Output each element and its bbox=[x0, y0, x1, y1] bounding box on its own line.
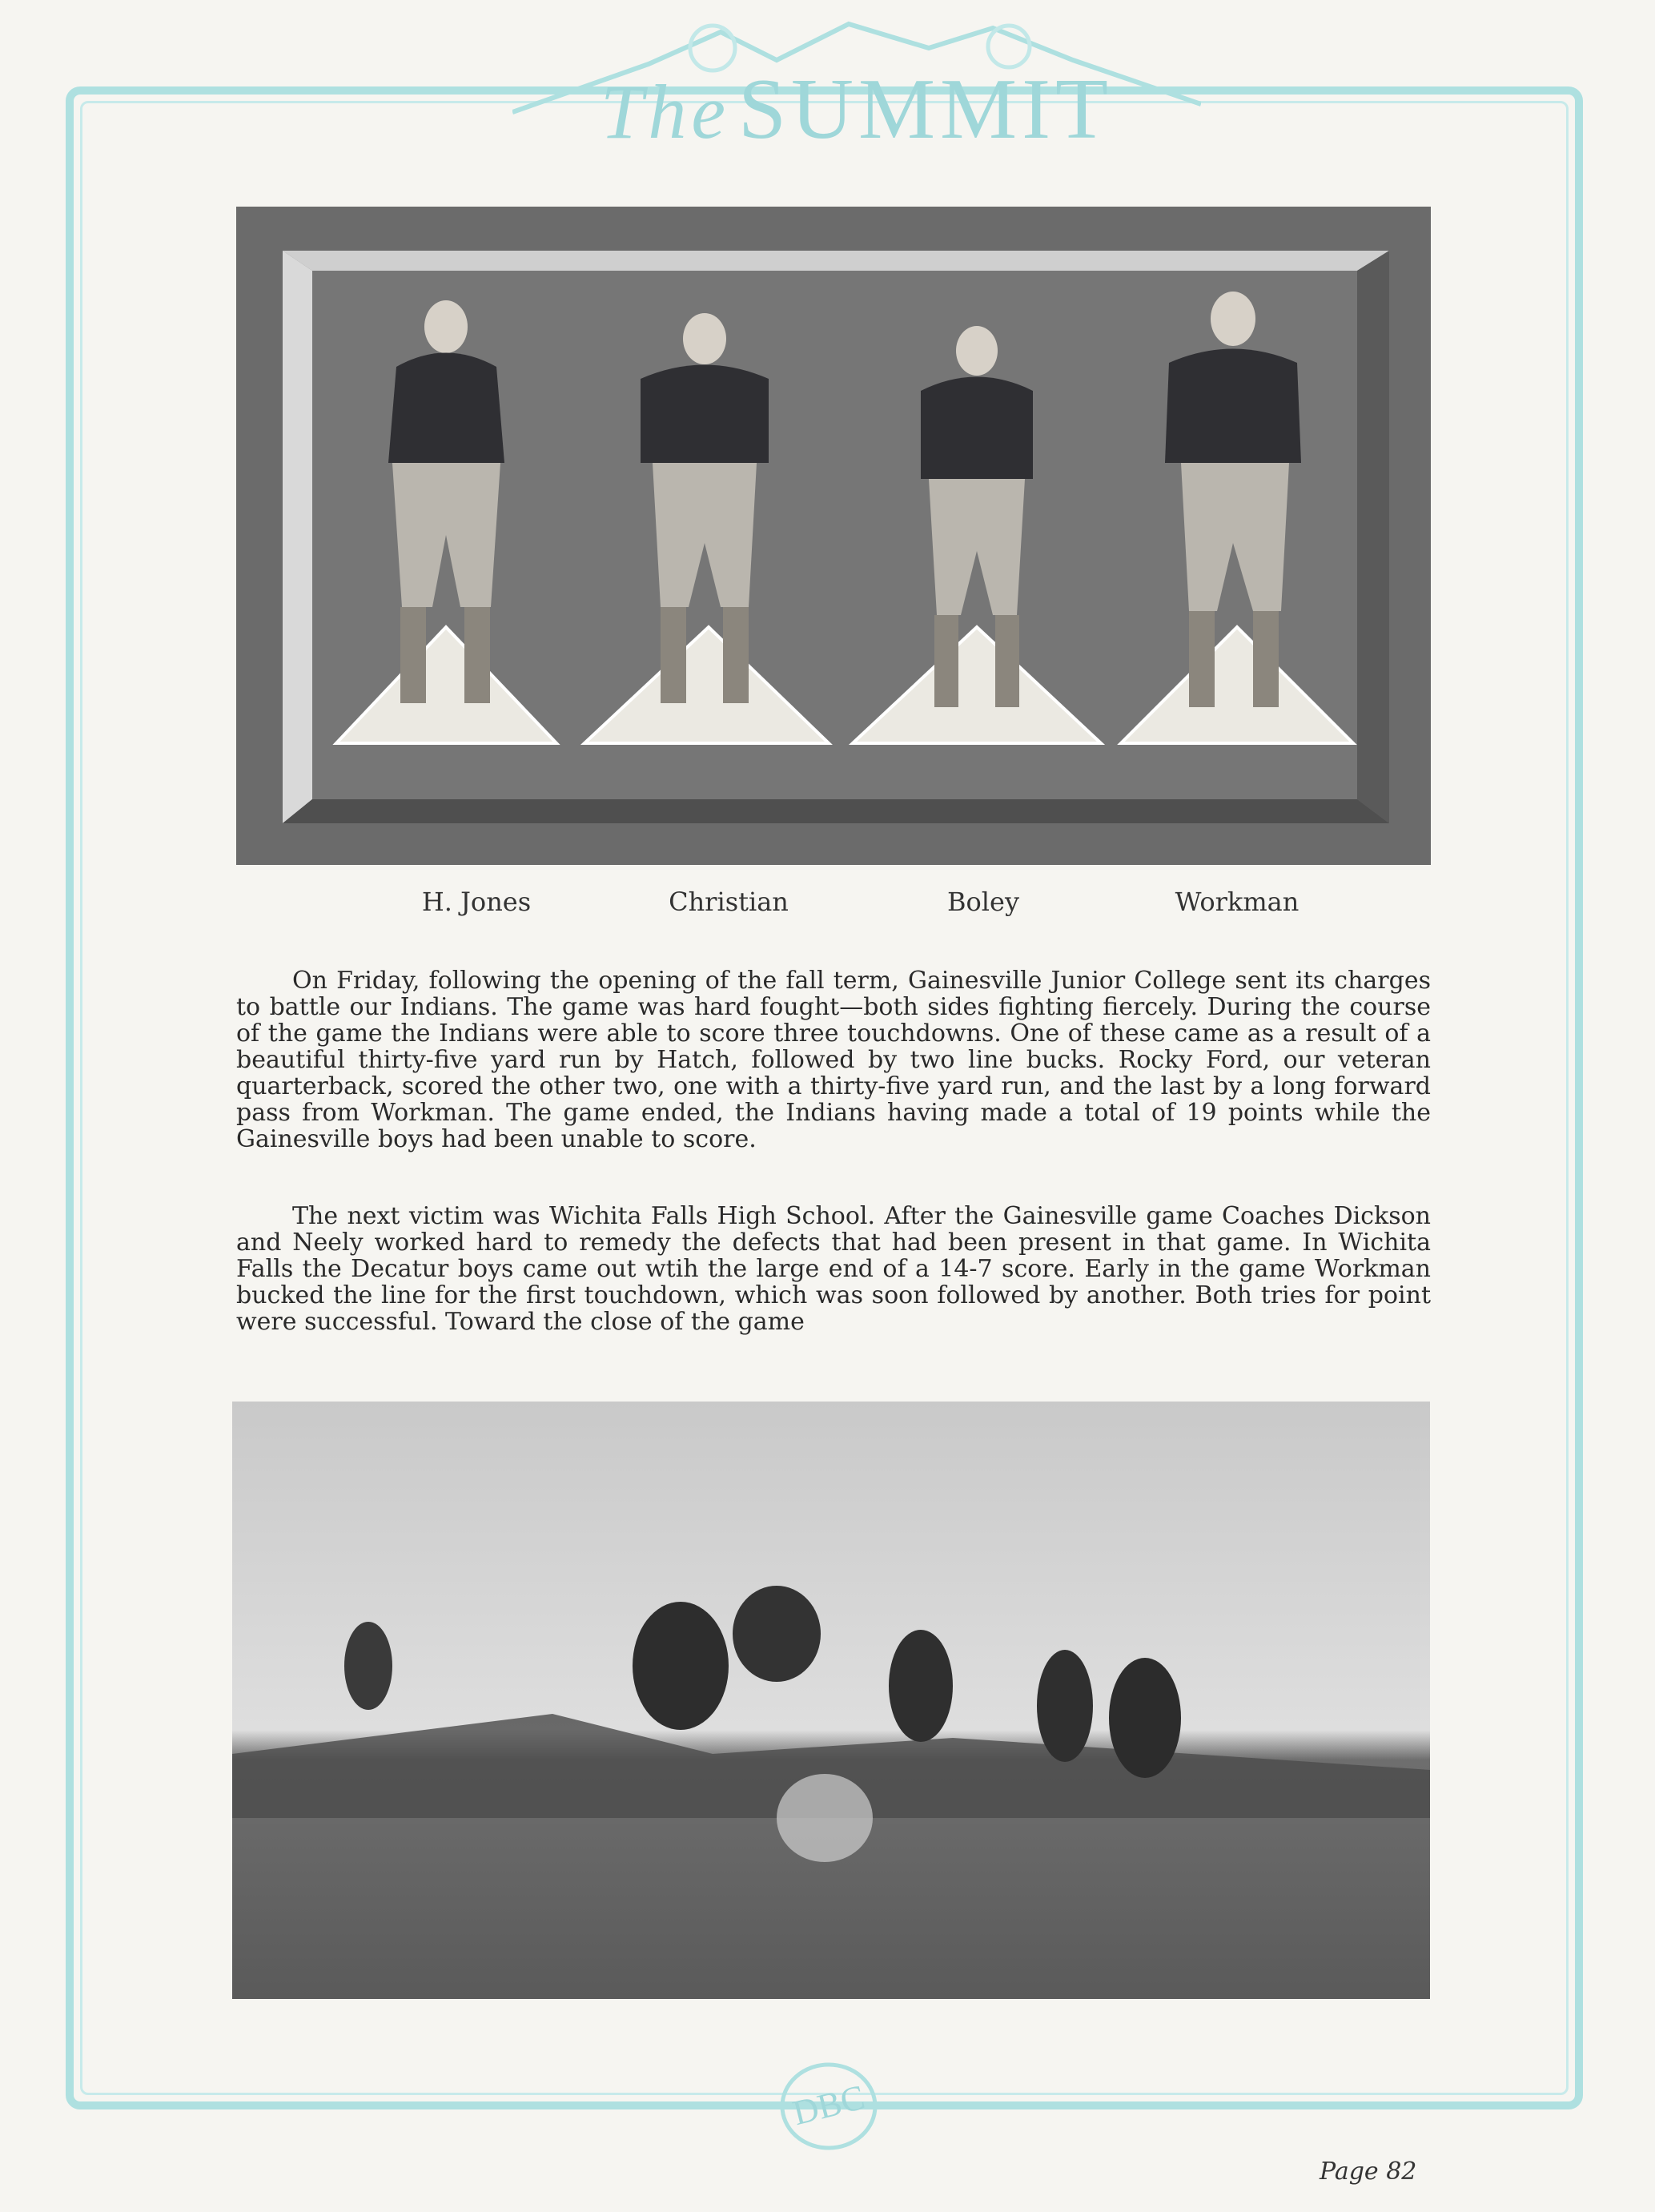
masthead-the: The bbox=[600, 69, 730, 155]
game-photo bbox=[232, 1402, 1430, 1999]
caption-christian: Christian bbox=[669, 887, 789, 917]
page-number: Page 82 bbox=[1320, 2158, 1417, 2186]
masthead bbox=[512, 16, 1201, 157]
caption-h-jones: H. Jones bbox=[421, 887, 532, 917]
masthead-title bbox=[512, 62, 1201, 157]
dbc-emblem-text: DBC bbox=[789, 2077, 869, 2134]
game-photo-image bbox=[232, 1402, 1430, 1999]
masthead-summit: SUMMIT bbox=[737, 62, 1114, 157]
caption-boley: Boley bbox=[946, 887, 1020, 917]
caption-workman: Workman bbox=[1175, 887, 1299, 917]
dbc-emblem bbox=[769, 2054, 889, 2158]
team-photo bbox=[236, 207, 1431, 865]
team-photo-image bbox=[236, 207, 1431, 865]
paragraph-1: On Friday, following the opening of the fall term, Gainesville Junior College sent its charges to battle our Indians. The game was hard fought—both sides fighting fiercely. During the course of the game the Indians were able to score three touchdowns. One of these came as a result of a beautiful thirty-five yard run by Hatch, followed by two line bucks. Rocky Ford, our veteran quarterback, scored the other two, one with a thirty-five yard run, and the last by a long forward pass from Workman. The game ended, the Indians having made a total of 19 points while the Gainesville boys had been unable to score. bbox=[236, 967, 1431, 1153]
paragraph-2: The next victim was Wichita Falls High School. After the Gainesville game Coaches Dickson and Neely worked hard to remedy the defects that had been present in that game. In Wichita Falls the Decatur boys came out wtih the large end of a 14-7 score. Early in the game Workman bucked the line for the first touchdown, which was soon followed by another. Both tries for point were successful. Toward the close of the game bbox=[236, 1202, 1431, 1336]
